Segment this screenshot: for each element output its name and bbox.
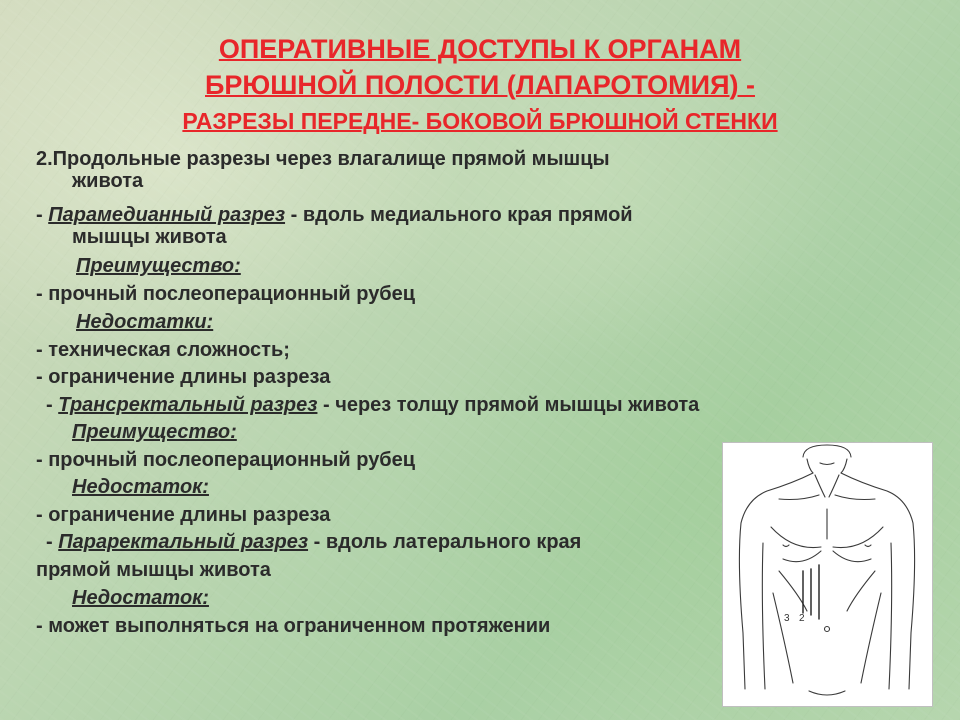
paramedian-advantage-1: - прочный послеоперационный рубец (36, 283, 416, 305)
paramedian-disadvantage-2: - ограничение длины разреза (36, 366, 331, 388)
separator: - (317, 394, 336, 416)
disadvantage-label: Недостатки: (76, 311, 214, 333)
pararectal-disadvantage-label (72, 587, 209, 609)
paramedian-disadvantage-1: - техническая сложность; (36, 339, 290, 361)
paramedian-advantage-label (76, 255, 241, 277)
paramedian-disadvantage-label (76, 311, 213, 333)
section-heading-text: 2.Продольные разрезы через влагалище прямой мышцы (36, 148, 610, 170)
transrectal-desc: через толщу прямой мышцы живота (335, 394, 700, 416)
transrectal-name: Трансректальный разрез (58, 394, 318, 416)
section-heading (36, 148, 610, 170)
dash: - (46, 394, 59, 416)
disadvantage-label: Недостаток: (72, 476, 209, 498)
section-heading-cont (36, 170, 143, 192)
figure-label-2: 2 (799, 613, 805, 624)
pararectal-item-cont (36, 559, 271, 581)
paramedian-item (36, 204, 633, 226)
paramedian-desc: вдоль медиального края прямой (302, 204, 633, 226)
torso-drawing (723, 443, 932, 706)
title-line-3: РАЗРЕЗЫ ПЕРЕДНЕ- БОКОВОЙ БРЮШНОЙ СТЕНКИ (182, 108, 778, 134)
advantage-label: Преимущество: (72, 421, 237, 443)
torso-incision-figure (722, 442, 933, 707)
transrectal-disadvantage-1: - ограничение длины разреза (36, 504, 331, 526)
section-heading-text-2: живота (72, 170, 144, 192)
pararectal-desc-2: прямой мышцы живота (36, 559, 271, 581)
figure-label-3: 3 (784, 613, 790, 624)
paramedian-item-cont (36, 226, 227, 248)
paramedian-desc-2: мышцы живота (72, 226, 227, 248)
pararectal-disadvantage-1: - может выполняться на ограниченном протяжении (36, 615, 551, 637)
separator: - (285, 204, 303, 226)
pararectal-desc: вдоль латерального края (325, 531, 582, 553)
title-line-1: ОПЕРАТИВНЫЕ ДОСТУПЫ К ОРГАНАМ (218, 34, 742, 64)
paramedian-name: Парамедианный разрез (48, 204, 286, 226)
separator: - (308, 531, 326, 553)
pararectal-name: Параректальный разрез (58, 531, 309, 553)
transrectal-item (46, 394, 699, 416)
transrectal-disadvantage-label (72, 476, 209, 498)
disadvantage-label: Недостаток: (72, 587, 209, 609)
title-line-2: БРЮШНОЙ ПОЛОСТИ (ЛАПАРОТОМИЯ) - (205, 70, 755, 100)
pararectal-item (46, 531, 581, 553)
advantage-label: Преимущество: (76, 255, 241, 277)
transrectal-advantage-1: - прочный послеоперационный рубец (36, 449, 416, 471)
dash: - (36, 204, 49, 226)
dash: - (46, 531, 59, 553)
transrectal-advantage-label (72, 421, 237, 443)
